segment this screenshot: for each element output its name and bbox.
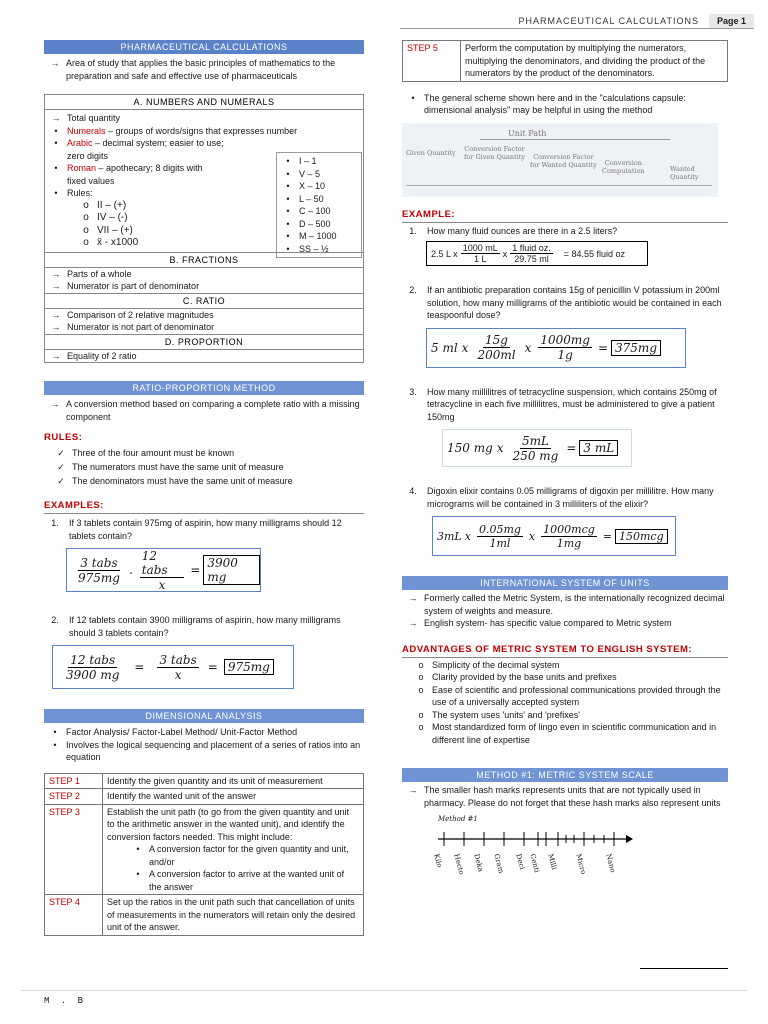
bullet-icon: • bbox=[54, 138, 58, 148]
arrow-icon: → bbox=[408, 618, 418, 628]
page-header bbox=[518, 14, 754, 28]
method1-section: METHOD #1: METRIC SYSTEM SCALE → The smaller hash marks represents units that are not typically used in pharmacy. Please do not forget that these hash marks also represent units Method #1 Kilo Hecto Deka Gram Deci Centi Milli Micro Nano bbox=[402, 768, 728, 881]
table-row: STEP 3 Establish the unit path (to go from the given quantity and unit to the arithmetic answer in the wanted unit), and identify the conversion factors needed. This might include: • A conversion factor for the given quantity and unit, and/or • A conversion factor to arrive at the wanted unit of the answer bbox=[45, 804, 364, 895]
arrow-icon: → bbox=[51, 309, 61, 320]
answer-box: 150mcg bbox=[615, 529, 668, 544]
arrow-icon: → bbox=[51, 113, 61, 123]
list-item: o Simplicity of the decimal system bbox=[418, 659, 560, 670]
arrow-icon: → bbox=[51, 350, 61, 361]
intro-item: → Area of study that applies the basic principles of mathematics to the preparation and safe and effective use of pharmaceuticals bbox=[44, 57, 364, 82]
check-icon: ✓ bbox=[57, 476, 65, 486]
section-c-title: C. RATIO bbox=[44, 293, 364, 309]
metric-scale-image: Method #1 Kilo Hecto Deka Gram Deci Centi Milli Micro Nano bbox=[434, 815, 634, 881]
steps-table bbox=[44, 773, 364, 936]
section-a-title: A. NUMBERS AND NUMERALS bbox=[44, 94, 364, 110]
table-row: STEP 2 Identify the wanted unit of the answer bbox=[45, 789, 364, 805]
answer-box: 3 mL bbox=[579, 440, 618, 456]
dimensional-analysis-section: DIMENSIONAL ANALYSIS • Factor Analysis/ Factor-Label Method/ Unit-Factor Method • Involves the logical sequencing and placement of a series of ratios into an equation STEP 1 Identify the given quantity and its unit of measurement STEP 2 Identify the wanted unit of the answer STEP 3 Establish the unit path (to go from the given quantity and unit to the arithmetic answer in the wanted unit), and identify the conversion factors needed. This might include: • A conversion factor for the given quantity and unit, and/or • A conversion factor to arrive at the wanted unit of the answer STEP 4 Set up the ratios in the unit path such that cancellation of units of measurements in the numerators will retain only the desired unit of the answer. bbox=[44, 709, 364, 936]
header-title: PHARMACEUTICAL CALCULATIONS bbox=[518, 16, 699, 26]
scale-label: Micro bbox=[574, 853, 588, 876]
arrow-icon: → bbox=[408, 593, 418, 603]
main-title: PHARMACEUTICAL CALCULATIONS bbox=[44, 40, 364, 54]
footer-initials: M . B bbox=[44, 996, 87, 1006]
scale-label: Milli bbox=[546, 853, 559, 871]
rp-title: RATIO-PROPORTION METHOD bbox=[44, 381, 364, 395]
bullet-icon: • bbox=[53, 739, 57, 750]
rules-heading: RULES: bbox=[44, 432, 83, 443]
scale-label: Centi bbox=[528, 853, 541, 874]
scale-label: Kilo bbox=[432, 853, 444, 869]
bullet-icon: • bbox=[54, 188, 58, 198]
step5-table bbox=[402, 40, 728, 82]
scale-label: Hecto bbox=[452, 853, 466, 876]
q2-work: 5 ml x $\frac{15g}{200ml}$ x $\frac{1000mg}{1g}$ = 375mg bbox=[426, 328, 686, 368]
example-1-work: $\frac{\text{3 tabs}}{975mg}$ . $\frac{\text{12 tabs}}{x}$ = 3900 mg bbox=[66, 548, 261, 592]
unit-path-image: Unit Path Given Quantity Conversion Factor for Given Quantity Conversion Factor for Wanted Quantity Conversion Computation Wanted Quantity bbox=[402, 123, 718, 197]
arrow-icon: → bbox=[50, 58, 60, 68]
advantages-list bbox=[402, 659, 728, 747]
left-column bbox=[44, 40, 364, 936]
q3-work: 150 mg x $\frac{5mL}{250 mg}$ = 3 mL bbox=[442, 429, 632, 467]
roman-numerals-box: • I – 1 • V – 5 • X – 10 • L – 50 • C – 100 • D – 500 • M – 1000 • SS – ½ bbox=[276, 152, 362, 258]
arrow-icon: → bbox=[51, 281, 61, 291]
da-title: DIMENSIONAL ANALYSIS bbox=[44, 709, 364, 723]
scale-label: Deci bbox=[514, 853, 527, 871]
q1-work: 2.5 L x $\frac{1000 mL}{1 L}$ x $\frac{\text{1 fluid oz.}}{29.75 ml}$ = 84.55 fluid oz bbox=[426, 241, 648, 266]
example-heading: EXAMPLE: bbox=[402, 208, 456, 220]
end-rule bbox=[640, 968, 728, 969]
list-item: o The system uses 'units' and 'prefixes' bbox=[418, 709, 580, 720]
list-item: o Clarity provided by the base units and prefixes bbox=[418, 672, 617, 682]
arrow-icon: → bbox=[50, 399, 60, 409]
scale-label: Nano bbox=[604, 853, 617, 874]
scale-label: Deka bbox=[472, 853, 485, 873]
arrow-icon: → bbox=[408, 785, 418, 795]
arrow-icon: → bbox=[51, 268, 61, 279]
right-column: STEP 5 Perform the computation by multiplying the numerators, multiplying the denominators, and dividing the product of the numerators by the product of the denominators. • The general scheme shown here and in the "calculations capsule: dimensional analysis" may be helpful in using the method Unit Path Given Quantity Conversion Factor for Given Quantity Conversion Factor for Wanted Quantity Conversion Computation Wanted Quantity EXAMPLE: 1. How many fluid ounces are there in a 2.5 liters? 2.5 L x $\frac{1000 mL}{1 L}$ x $\frac{\text{1 fluid oz.}}{29.75 ml}$ = 84.55 fluid oz 2. If an antibiotic preparation contains 15g of penicillin V potassium in 200ml solution, how many milligrams of the antibiotic would be contained in each teaspoonful dose? 5 ml x $\frac{15g}{200ml}$ x $\frac{1000mg}{1g}$ = 375mg 3. How many millilitres of tetracycline suspension, which contains 250mg of tetracycline in each five millilitres, must be administered to give a patient 150mg 150 mg x $\frac{5mL}{250 mg}$ = 3 mL 4. Digoxin elixir contains 0.05 milligrams of digoxin per millilitre. How many micrograms will be contained in 3 milliliters of the elixir? 3mL x $\frac{0.05mg}{1ml}$ x $\frac{\text{1000mcg}}{1mg}$ = 150mcg INTERNATIONAL SYSTEM OF UNITS → Formerly called the Metric System, is the internationally recognized decimal system of weights and measure. → English system- has specific value compared to Metric system ADVANTAGES OF METRIC SYSTEM TO ENGLISH SYSTEM: o Simplicity of the decimal system o Clarity provided by the base units and prefixes o Ease of scientific and professional communications provided through the use of a universally accepted system o The system uses 'units' and 'prefixes' o Most standardized form of lingo even in scientific communication and in different line of expertise METHOD #1: METRIC SYSTEM SCALE → The smaller hash marks represents units that are not typically used in pharmacy. Please do not forget that these hash marks also represent units Method #1 Kilo Hecto Deka Gram Deci Centi Milli Micro Nano bbox=[402, 40, 728, 881]
table-row: STEP 4 Set up the ratios in the unit path such that cancellation of units of measurements in the numerators will retain only the desired unit of the answer. bbox=[45, 895, 364, 936]
answer-box: 3900 mg bbox=[203, 555, 260, 585]
bullet-icon: • bbox=[53, 727, 57, 737]
method1-title: METHOD #1: METRIC SYSTEM SCALE bbox=[402, 768, 728, 782]
answer-box: 375mg bbox=[611, 340, 661, 356]
table-row: STEP 5 Perform the computation by multiplying the numerators, multiplying the denominators, and dividing the product of the numerators by the product of the denominators. bbox=[403, 41, 728, 82]
q4-work: 3mL x $\frac{0.05mg}{1ml}$ x $\frac{\text{1000mcg}}{1mg}$ = 150mcg bbox=[432, 516, 676, 556]
check-icon: ✓ bbox=[57, 448, 65, 458]
check-icon: ✓ bbox=[57, 462, 65, 472]
scale-label: Gram bbox=[492, 853, 506, 875]
bullet-icon: • bbox=[54, 163, 58, 173]
advantages-heading: ADVANTAGES OF METRIC SYSTEM TO ENGLISH SYSTEM: bbox=[402, 643, 693, 655]
bullet-icon: • bbox=[411, 92, 415, 103]
answer-box: 975mg bbox=[224, 659, 274, 675]
example-2-work: $\frac{\text{12 tabs}}{3900 mg}$ = $\frac{\text{3 tabs}}{x}$ = 975mg bbox=[52, 645, 294, 689]
section-b-title: B. FRACTIONS bbox=[44, 252, 364, 268]
list-item: o Most standardized form of lingo even in scientific communication and in different line of expertise bbox=[418, 722, 717, 745]
page-number: Page 1 bbox=[709, 14, 754, 28]
bullet-icon: • bbox=[54, 125, 58, 136]
isu-title: INTERNATIONAL SYSTEM OF UNITS bbox=[402, 576, 728, 590]
footer-rule bbox=[20, 990, 748, 991]
table-row: STEP 1 Identify the given quantity and its unit of measurement bbox=[45, 773, 364, 789]
list-item: o Ease of scientific and professional communications provided through the use of a universally accepted system bbox=[418, 684, 721, 707]
examples-heading: EXAMPLES: bbox=[44, 500, 104, 511]
isu-section: INTERNATIONAL SYSTEM OF UNITS → Formerly called the Metric System, is the internationally recognized decimal system of weights and measure. → English system- has specific value compared to Metric system bbox=[402, 576, 728, 630]
arrow-icon: → bbox=[51, 322, 61, 332]
section-d-title: D. PROPORTION bbox=[44, 334, 364, 350]
ratio-proportion-section: RATIO-PROPORTION METHOD → A conversion method based on comparing a complete ratio with a missing component RULES: ✓ Three of the four amount must be known ✓ The numerators must have the same unit of measure ✓ The denominators must have the same unit of measure EXAMPLES: 1. If 3 tablets contain 975mg of aspirin, how many milligrams should 12 tablets contain? $\frac{\text{3 tabs}}{975mg}$ . $\frac{\text{12 tabs}}{x}$ = 3900 mg 2. If 12 tablets contain 3900 milligrams of aspirin, how many milligrams should 3 tablets contain? $\frac{\text{12 tabs}}{3900 mg}$ = $\frac{\text{3 tabs}}{x}$ = 975mg bbox=[44, 381, 364, 689]
header-rule bbox=[400, 28, 754, 29]
section-numbers: A. NUMBERS AND NUMERALS → Total quantity • Numerals – groups of words/signs that expresses number • Arabic – decimal system; easier to use; zero digits • Roman – apothecary; 8 digits with fixed values • Rules: o II – (+) o IV – (-) o VII – (+) o x̄ - x1000 • I – 1 • V – 5 • X – 10 • L – 50 • C – 100 • D – 500 • M – 1000 • SS – ½ B. FRACTIONS → Parts of a whole → Numerator is part of denominator C. RATIO → Comparison of 2 relative magnitudes → Numerator is not part of denominator D. PROPORTION → Equality of 2 ratio bbox=[44, 94, 364, 363]
